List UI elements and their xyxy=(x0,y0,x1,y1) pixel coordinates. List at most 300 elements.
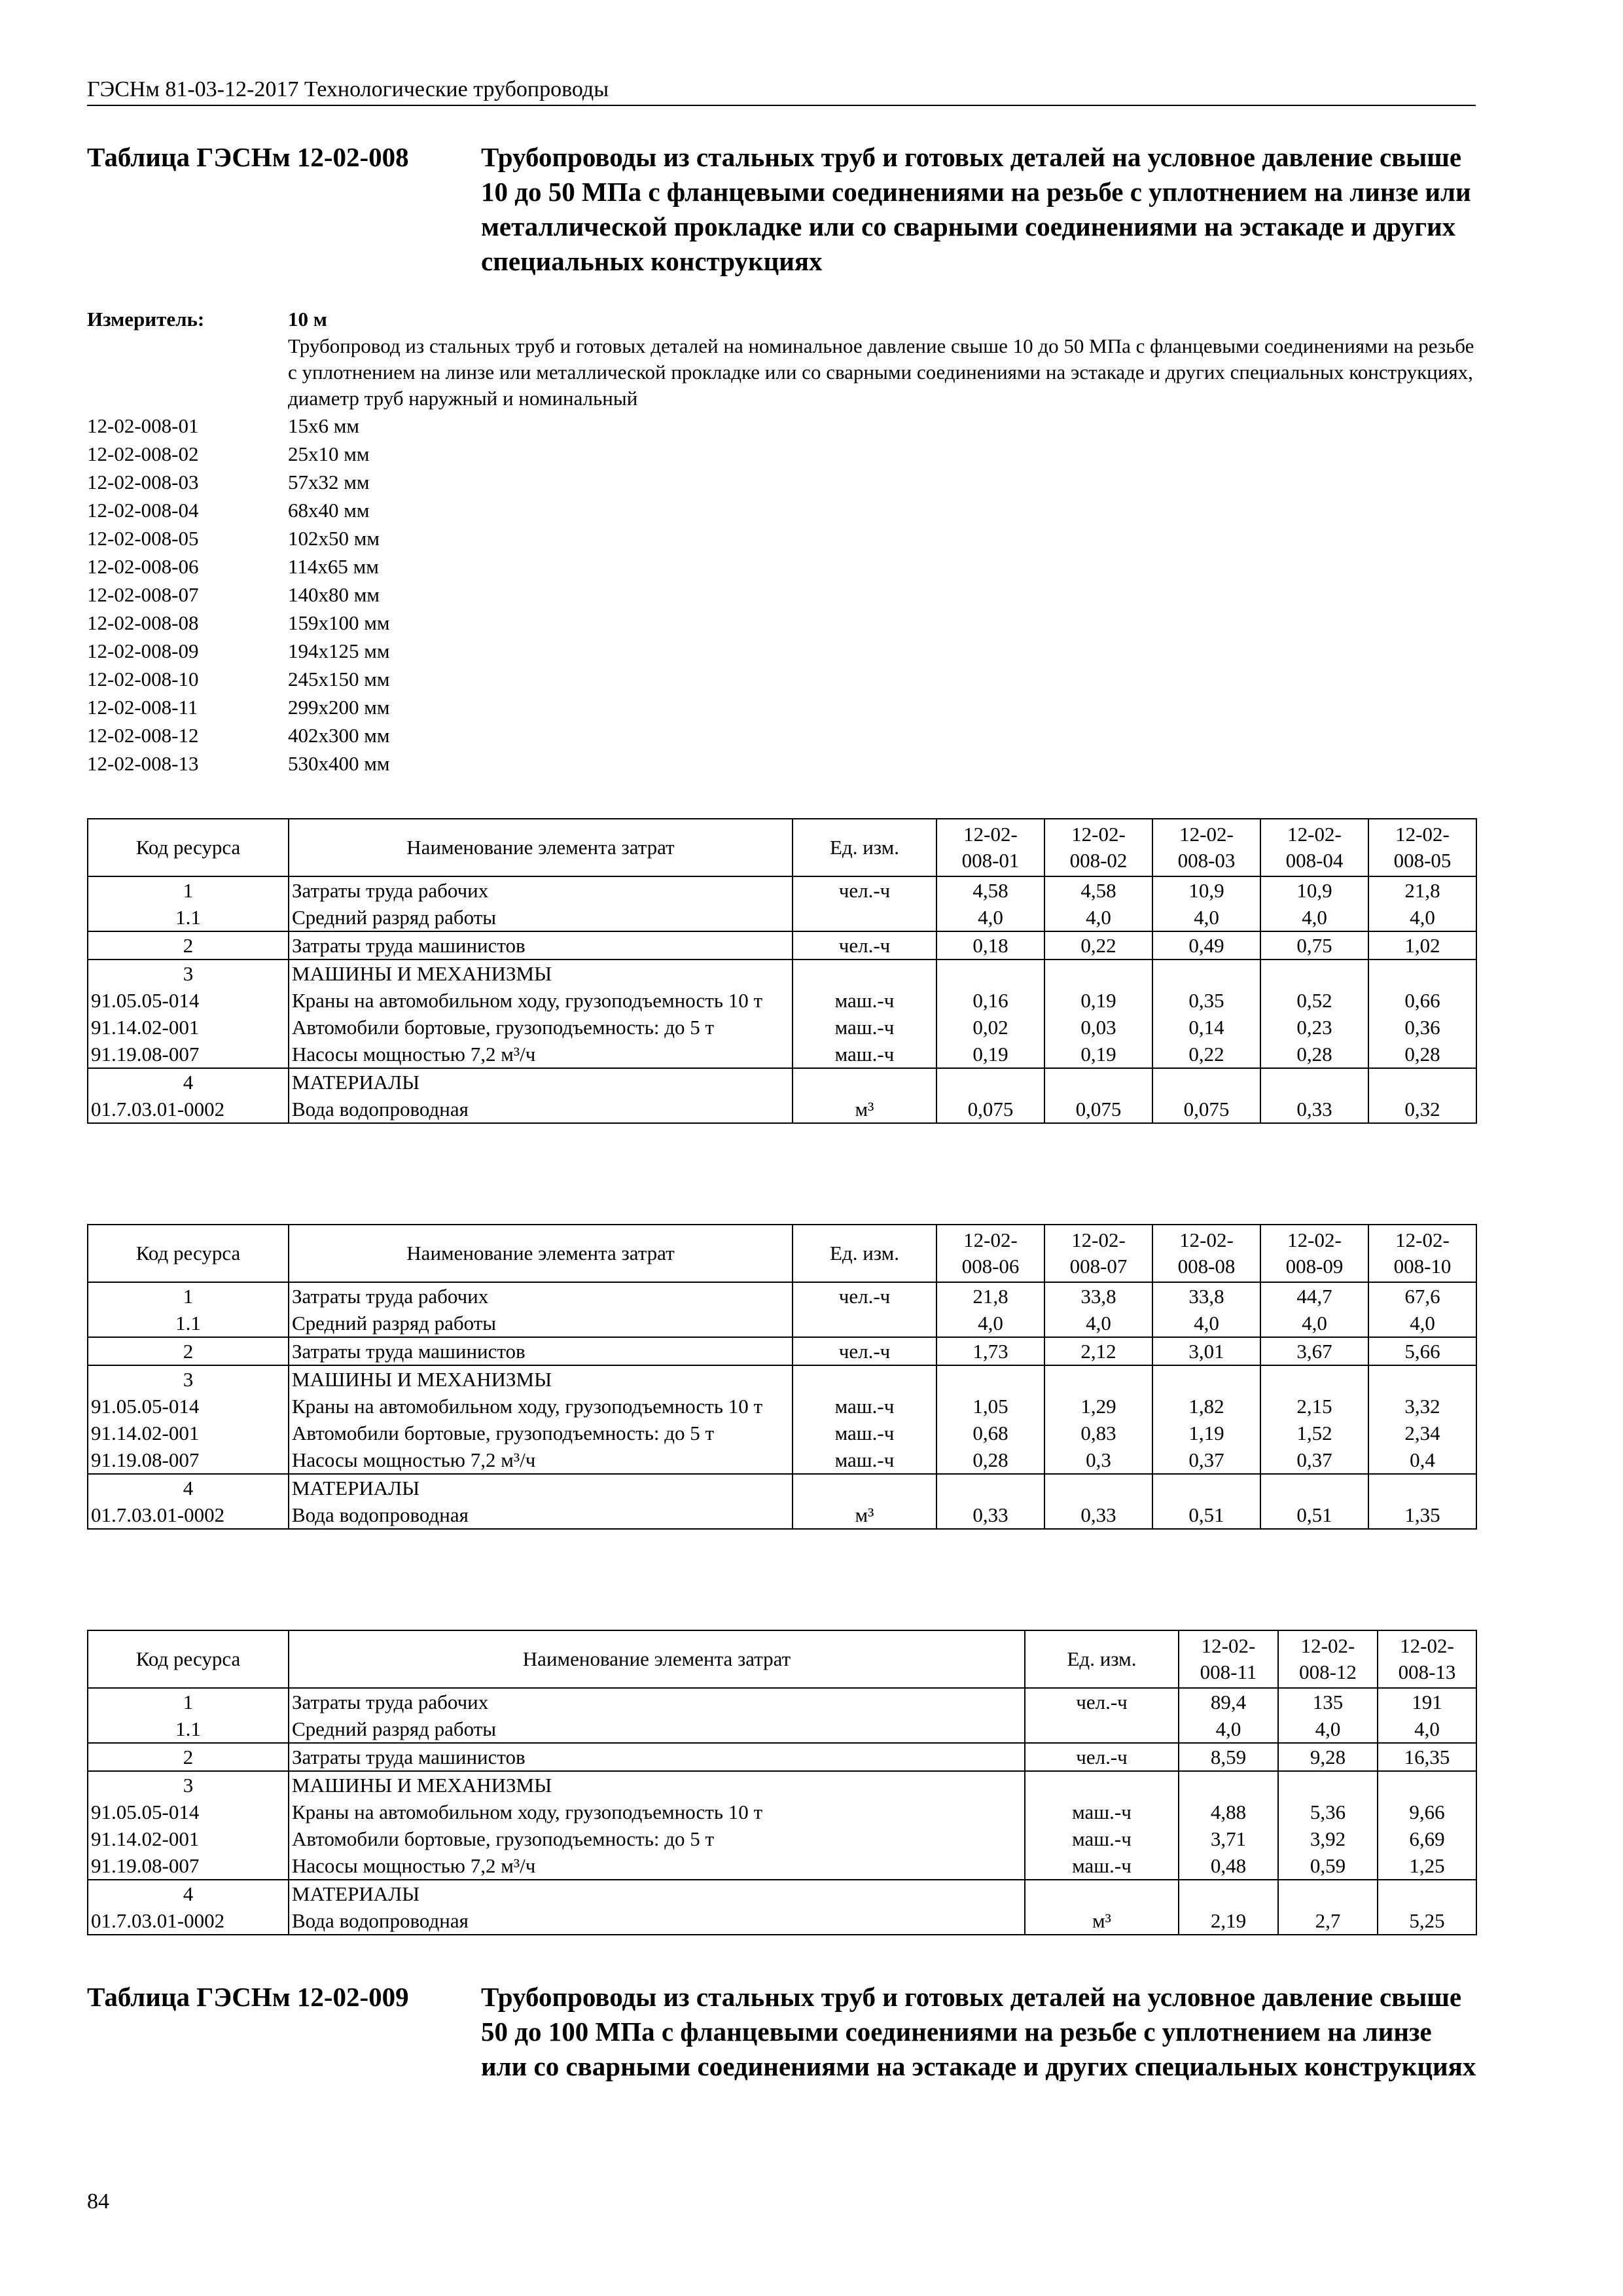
resource-value: 0,28 xyxy=(1368,1041,1476,1068)
resource-name: Затраты труда рабочих xyxy=(289,876,793,904)
resource-value: 33,8 xyxy=(1152,1282,1260,1310)
table-label: Таблица ГЭСНм 12-02-008 xyxy=(87,142,409,172)
measure-item-size: 299х200 мм xyxy=(288,696,390,719)
resource-table-2 xyxy=(87,1224,1477,1530)
table-row xyxy=(88,1337,1476,1365)
resource-code: 1.1 xyxy=(88,1310,289,1337)
measure-label: Измеритель: xyxy=(87,308,205,331)
measure-item-size: 402х300 мм xyxy=(288,724,390,747)
measure-item xyxy=(87,468,1476,496)
resource-unit xyxy=(793,1474,936,1501)
table-row xyxy=(88,1825,1476,1852)
resource-name: МАШИНЫ И МЕХАНИЗМЫ xyxy=(289,1771,1025,1799)
resource-code: 3 xyxy=(88,1771,289,1799)
col-header-norm: 12-02- 008-07 xyxy=(1044,1225,1152,1282)
table-row xyxy=(88,1282,1476,1310)
resource-unit: маш.-ч xyxy=(793,1446,936,1474)
measure-item-code: 12-02-008-12 xyxy=(87,724,199,747)
resource-value: 0,18 xyxy=(936,931,1044,960)
table-row xyxy=(88,1014,1476,1041)
resource-name: Затраты труда машинистов xyxy=(289,1337,793,1365)
resource-value: 0,32 xyxy=(1368,1096,1476,1123)
resource-value: 0,49 xyxy=(1152,931,1260,960)
table-title: Трубопроводы из стальных труб и готовых деталей на условное давление свыше 10 до 50 МПа с фланцевыми соединениями на резьбе с уплотнением на линзе или металлической прокладке или со сварными соединениями на эстакаде и других специальных конструкциях xyxy=(481,142,1471,276)
col-header-norm: 12-02- 008-06 xyxy=(936,1225,1044,1282)
resource-unit: маш.-ч xyxy=(1025,1825,1179,1852)
resource-value xyxy=(1044,1474,1152,1501)
resource-value xyxy=(1044,960,1152,987)
table-row xyxy=(88,904,1476,931)
table-row xyxy=(88,1393,1476,1420)
resource-name: Затраты труда рабочих xyxy=(289,1688,1025,1715)
resource-unit: чел.-ч xyxy=(1025,1688,1179,1715)
resource-value: 0,075 xyxy=(1152,1096,1260,1123)
resource-value: 2,34 xyxy=(1368,1420,1476,1446)
table-row xyxy=(88,1688,1476,1715)
table-row xyxy=(88,1474,1476,1501)
resource-value xyxy=(1179,1880,1278,1907)
measure-item-code: 12-02-008-04 xyxy=(87,499,199,522)
resource-value: 4,0 xyxy=(1378,1715,1476,1743)
resource-name: Средний разряд работы xyxy=(289,904,793,931)
resource-value xyxy=(1368,960,1476,987)
resource-name: Затраты труда рабочих xyxy=(289,1282,793,1310)
resource-code: 91.05.05-014 xyxy=(88,987,289,1014)
resource-name: Насосы мощностью 7,2 м³/ч xyxy=(289,1446,793,1474)
table-row xyxy=(88,1096,1476,1123)
resource-name: Затраты труда машинистов xyxy=(289,1743,1025,1771)
col-header-norm: 12-02- 008-11 xyxy=(1179,1630,1278,1688)
col-header-norm: 12-02- 008-12 xyxy=(1278,1630,1378,1688)
resource-value: 1,19 xyxy=(1152,1420,1260,1446)
resource-value xyxy=(1368,1365,1476,1393)
resource-unit: маш.-ч xyxy=(1025,1852,1179,1880)
col-header-code: Код ресурса xyxy=(88,1630,289,1688)
measure-item xyxy=(87,440,1476,468)
resource-name: Вода водопроводная xyxy=(289,1501,793,1529)
resource-value xyxy=(1378,1880,1476,1907)
resource-value: 0,52 xyxy=(1260,987,1368,1014)
measure-item-size: 140х80 мм xyxy=(288,583,380,606)
resource-value: 0,75 xyxy=(1260,931,1368,960)
measure-items xyxy=(87,412,1476,778)
resource-code: 91.14.02-001 xyxy=(88,1014,289,1041)
resource-value: 0,19 xyxy=(936,1041,1044,1068)
resource-value xyxy=(1278,1771,1378,1799)
resource-value: 2,7 xyxy=(1278,1907,1378,1935)
resource-value: 33,8 xyxy=(1044,1282,1152,1310)
resource-value xyxy=(1044,1068,1152,1096)
resource-value: 4,0 xyxy=(1152,1310,1260,1337)
resource-name: Средний разряд работы xyxy=(289,1310,793,1337)
resource-code: 1 xyxy=(88,1688,289,1715)
resource-name: Автомобили бортовые, грузоподъемность: до 5 т xyxy=(289,1420,793,1446)
resource-unit: маш.-ч xyxy=(793,1041,936,1068)
resource-code: 3 xyxy=(88,960,289,987)
resource-code: 01.7.03.01-0002 xyxy=(88,1096,289,1123)
table-row xyxy=(88,1501,1476,1529)
measure-item xyxy=(87,412,1476,440)
resource-unit xyxy=(1025,1880,1179,1907)
resource-value: 4,0 xyxy=(1152,904,1260,931)
table-row xyxy=(88,1771,1476,1799)
resource-unit: чел.-ч xyxy=(793,876,936,904)
resource-name: Затраты труда машинистов xyxy=(289,931,793,960)
measure-item-size: 530х400 мм xyxy=(288,752,390,775)
resource-value: 0,22 xyxy=(1044,931,1152,960)
measure-item xyxy=(87,637,1476,665)
resource-unit: м³ xyxy=(1025,1907,1179,1935)
resource-unit xyxy=(793,1068,936,1096)
resource-value: 67,6 xyxy=(1368,1282,1476,1310)
resource-value: 3,92 xyxy=(1278,1825,1378,1852)
resource-code: 91.19.08-007 xyxy=(88,1446,289,1474)
measure-item-code: 12-02-008-02 xyxy=(87,442,199,465)
resource-value: 0,36 xyxy=(1368,1014,1476,1041)
measure-item xyxy=(87,721,1476,749)
resource-value: 8,59 xyxy=(1179,1743,1278,1771)
resource-unit: м³ xyxy=(793,1096,936,1123)
table-row xyxy=(88,1446,1476,1474)
table-row xyxy=(88,1852,1476,1880)
resource-unit: маш.-ч xyxy=(793,1420,936,1446)
resource-code: 1 xyxy=(88,1282,289,1310)
resource-value xyxy=(1368,1068,1476,1096)
resource-value: 9,66 xyxy=(1378,1799,1476,1825)
resource-name: МАШИНЫ И МЕХАНИЗМЫ xyxy=(289,960,793,987)
measure-item-code: 12-02-008-07 xyxy=(87,583,199,606)
resource-value xyxy=(1152,1068,1260,1096)
measure-item-code: 12-02-008-10 xyxy=(87,668,199,691)
resource-value: 0,22 xyxy=(1152,1041,1260,1068)
resource-code: 91.05.05-014 xyxy=(88,1393,289,1420)
measure-item xyxy=(87,496,1476,524)
resource-code: 91.14.02-001 xyxy=(88,1420,289,1446)
resource-unit xyxy=(1025,1771,1179,1799)
resource-name: МАТЕРИАЛЫ xyxy=(289,1880,1025,1907)
resource-value: 0,19 xyxy=(1044,987,1152,1014)
col-header-name: Наименование элемента затрат xyxy=(289,1630,1025,1688)
resource-value: 1,25 xyxy=(1378,1852,1476,1880)
resource-value: 4,0 xyxy=(1260,1310,1368,1337)
resource-value xyxy=(936,1474,1044,1501)
resource-code: 4 xyxy=(88,1068,289,1096)
resource-name: Вода водопроводная xyxy=(289,1907,1025,1935)
resource-value: 0,83 xyxy=(1044,1420,1152,1446)
resource-name: МАШИНЫ И МЕХАНИЗМЫ xyxy=(289,1365,793,1393)
measure-item xyxy=(87,552,1476,581)
resource-value: 9,28 xyxy=(1278,1743,1378,1771)
resource-value: 135 xyxy=(1278,1688,1378,1715)
col-header-unit: Ед. изм. xyxy=(793,819,936,876)
resource-value xyxy=(1260,960,1368,987)
resource-value: 1,35 xyxy=(1368,1501,1476,1529)
resource-unit xyxy=(793,1310,936,1337)
resource-value: 0,23 xyxy=(1260,1014,1368,1041)
resource-value xyxy=(1260,1365,1368,1393)
resource-value: 1,73 xyxy=(936,1337,1044,1365)
resource-value: 1,02 xyxy=(1368,931,1476,960)
resource-value: 3,67 xyxy=(1260,1337,1368,1365)
table-row xyxy=(88,1799,1476,1825)
col-header-name: Наименование элемента затрат xyxy=(289,819,793,876)
resource-value: 0,48 xyxy=(1179,1852,1278,1880)
resource-table-3 xyxy=(87,1630,1477,1935)
resource-value: 0,075 xyxy=(1044,1096,1152,1123)
resource-value xyxy=(1152,1474,1260,1501)
measure-item-code: 12-02-008-01 xyxy=(87,414,199,437)
table-label: Таблица ГЭСНм 12-02-009 xyxy=(87,1982,409,2012)
resource-name: Краны на автомобильном ходу, грузоподъемность 10 т xyxy=(289,1393,793,1420)
resource-value: 0,66 xyxy=(1368,987,1476,1014)
measure-item-code: 12-02-008-03 xyxy=(87,471,199,493)
resource-value: 0,33 xyxy=(1044,1501,1152,1529)
measure-item-size: 15х6 мм xyxy=(288,414,359,437)
col-header-norm: 12-02- 008-05 xyxy=(1368,819,1476,876)
resource-code: 91.05.05-014 xyxy=(88,1799,289,1825)
col-header-norm: 12-02- 008-03 xyxy=(1152,819,1260,876)
resource-unit xyxy=(793,960,936,987)
resource-value xyxy=(1278,1880,1378,1907)
resource-name: Средний разряд работы xyxy=(289,1715,1025,1743)
resource-value: 21,8 xyxy=(1368,876,1476,904)
col-header-unit: Ед. изм. xyxy=(793,1225,936,1282)
resource-code: 91.19.08-007 xyxy=(88,1852,289,1880)
table-row xyxy=(88,1907,1476,1935)
table-row xyxy=(88,987,1476,1014)
resource-value: 0,3 xyxy=(1044,1446,1152,1474)
resource-value: 3,32 xyxy=(1368,1393,1476,1420)
measure-item-size: 68х40 мм xyxy=(288,499,370,522)
col-header-norm: 12-02- 008-09 xyxy=(1260,1225,1368,1282)
resource-value xyxy=(936,960,1044,987)
resource-value: 4,58 xyxy=(936,876,1044,904)
resource-value: 3,01 xyxy=(1152,1337,1260,1365)
table-row xyxy=(88,1420,1476,1446)
col-header-name: Наименование элемента затрат xyxy=(289,1225,793,1282)
resource-value: 10,9 xyxy=(1152,876,1260,904)
resource-value xyxy=(1152,1365,1260,1393)
resource-code: 3 xyxy=(88,1365,289,1393)
resource-value xyxy=(1152,960,1260,987)
measure-item-size: 57х32 мм xyxy=(288,471,370,493)
col-header-norm: 12-02- 008-08 xyxy=(1152,1225,1260,1282)
resource-value: 0,33 xyxy=(1260,1096,1368,1123)
resource-value: 0,37 xyxy=(1152,1446,1260,1474)
measure-item-size: 102х50 мм xyxy=(288,527,380,550)
resource-value: 2,12 xyxy=(1044,1337,1152,1365)
resource-table-1 xyxy=(87,818,1477,1124)
resource-value xyxy=(1260,1068,1368,1096)
resource-name: Краны на автомобильном ходу, грузоподъемность 10 т xyxy=(289,987,793,1014)
resource-value: 4,0 xyxy=(1179,1715,1278,1743)
resource-value: 0,59 xyxy=(1278,1852,1378,1880)
table-row xyxy=(88,1310,1476,1337)
resource-name: Автомобили бортовые, грузоподъемность: до 5 т xyxy=(289,1014,793,1041)
resource-name: Вода водопроводная xyxy=(289,1096,793,1123)
resource-code: 1.1 xyxy=(88,904,289,931)
resource-unit: чел.-ч xyxy=(793,1337,936,1365)
resource-code: 2 xyxy=(88,1743,289,1771)
col-header-unit: Ед. изм. xyxy=(1025,1630,1179,1688)
resource-unit xyxy=(1025,1715,1179,1743)
resource-value: 4,0 xyxy=(1368,1310,1476,1337)
resource-value: 0,68 xyxy=(936,1420,1044,1446)
resource-value: 0,16 xyxy=(936,987,1044,1014)
resource-unit xyxy=(793,904,936,931)
measure-item xyxy=(87,693,1476,721)
resource-value: 4,0 xyxy=(1260,904,1368,931)
measure-item-size: 114х65 мм xyxy=(288,555,379,578)
resource-unit: маш.-ч xyxy=(793,1014,936,1041)
resource-name: МАТЕРИАЛЫ xyxy=(289,1068,793,1096)
measure-description: Трубопровод из стальных труб и готовых деталей на номинальное давление свыше 10 до 50 МПа с фланцевыми соединениями на резьбе с уплотнением на линзе или металлической прокладке или со сварными соединениями на эстакаде и других специальных конструкциях, диаметр труб наружный и номинальный xyxy=(288,334,1474,410)
col-header-norm: 12-02- 008-02 xyxy=(1044,819,1152,876)
running-header: ГЭСНм 81-03-12-2017 Технологические трубопроводы xyxy=(87,77,1476,106)
resource-code: 4 xyxy=(88,1474,289,1501)
resource-value: 0,03 xyxy=(1044,1014,1152,1041)
col-header-norm: 12-02- 008-04 xyxy=(1260,819,1368,876)
resource-name: Насосы мощностью 7,2 м³/ч xyxy=(289,1041,793,1068)
resource-code: 2 xyxy=(88,931,289,960)
resource-value xyxy=(1368,1474,1476,1501)
resource-code: 91.19.08-007 xyxy=(88,1041,289,1068)
page-number: 84 xyxy=(87,2189,109,2214)
resource-code: 1 xyxy=(88,876,289,904)
resource-value xyxy=(1378,1771,1476,1799)
resource-value: 4,0 xyxy=(936,1310,1044,1337)
table-row xyxy=(88,931,1476,960)
resource-value: 16,35 xyxy=(1378,1743,1476,1771)
col-header-code: Код ресурса xyxy=(88,1225,289,1282)
table-row xyxy=(88,1365,1476,1393)
resource-value: 0,4 xyxy=(1368,1446,1476,1474)
measure-block xyxy=(87,305,1476,778)
resource-value: 44,7 xyxy=(1260,1282,1368,1310)
resource-value: 10,9 xyxy=(1260,876,1368,904)
table-row xyxy=(88,1743,1476,1771)
table-row xyxy=(88,876,1476,904)
table-row xyxy=(88,1880,1476,1907)
table-row xyxy=(88,1715,1476,1743)
resource-value: 4,0 xyxy=(1368,904,1476,931)
resource-value: 0,02 xyxy=(936,1014,1044,1041)
col-header-norm: 12-02- 008-10 xyxy=(1368,1225,1476,1282)
resource-unit: маш.-ч xyxy=(793,1393,936,1420)
table-row xyxy=(88,1068,1476,1096)
resource-unit: маш.-ч xyxy=(1025,1799,1179,1825)
measure-item-code: 12-02-008-06 xyxy=(87,555,199,578)
resource-value xyxy=(1044,1365,1152,1393)
measure-item-code: 12-02-008-09 xyxy=(87,639,199,662)
resource-value xyxy=(936,1365,1044,1393)
resource-value: 0,51 xyxy=(1152,1501,1260,1529)
measure-item-code: 12-02-008-08 xyxy=(87,611,199,634)
resource-value: 0,28 xyxy=(936,1446,1044,1474)
resource-value: 1,82 xyxy=(1152,1393,1260,1420)
resource-unit: чел.-ч xyxy=(793,1282,936,1310)
table-row xyxy=(88,1041,1476,1068)
resource-value: 5,36 xyxy=(1278,1799,1378,1825)
measure-item-size: 245х150 мм xyxy=(288,668,390,691)
resource-value: 0,51 xyxy=(1260,1501,1368,1529)
col-header-code: Код ресурса xyxy=(88,819,289,876)
resource-value: 1,52 xyxy=(1260,1420,1368,1446)
resource-unit: маш.-ч xyxy=(793,987,936,1014)
resource-name: МАТЕРИАЛЫ xyxy=(289,1474,793,1501)
resource-value: 5,25 xyxy=(1378,1907,1476,1935)
resource-name: Насосы мощностью 7,2 м³/ч xyxy=(289,1852,1025,1880)
resource-code: 01.7.03.01-0002 xyxy=(88,1501,289,1529)
resource-unit: чел.-ч xyxy=(793,931,936,960)
resource-name: Автомобили бортовые, грузоподъемность: до 5 т xyxy=(289,1825,1025,1852)
resource-value: 21,8 xyxy=(936,1282,1044,1310)
measure-unit: 10 м xyxy=(288,308,327,331)
resource-code: 01.7.03.01-0002 xyxy=(88,1907,289,1935)
col-header-norm: 12-02- 008-13 xyxy=(1378,1630,1476,1688)
measure-item-size: 25х10 мм xyxy=(288,442,370,465)
resource-value: 0,14 xyxy=(1152,1014,1260,1041)
measure-item-size: 194х125 мм xyxy=(288,639,390,662)
resource-value: 1,05 xyxy=(936,1393,1044,1420)
resource-unit: м³ xyxy=(793,1501,936,1529)
resource-value: 0,28 xyxy=(1260,1041,1368,1068)
resource-value: 6,69 xyxy=(1378,1825,1476,1852)
measure-item xyxy=(87,581,1476,609)
resource-value: 89,4 xyxy=(1179,1688,1278,1715)
resource-unit xyxy=(793,1365,936,1393)
resource-name: Краны на автомобильном ходу, грузоподъемность 10 т xyxy=(289,1799,1025,1825)
resource-value: 4,0 xyxy=(936,904,1044,931)
resource-code: 1.1 xyxy=(88,1715,289,1743)
col-header-norm: 12-02- 008-01 xyxy=(936,819,1044,876)
resource-value: 2,15 xyxy=(1260,1393,1368,1420)
measure-item-code: 12-02-008-11 xyxy=(87,696,198,719)
measure-item-code: 12-02-008-13 xyxy=(87,752,199,775)
resource-value: 4,0 xyxy=(1278,1715,1378,1743)
resource-unit: чел.-ч xyxy=(1025,1743,1179,1771)
measure-item-code: 12-02-008-05 xyxy=(87,527,199,550)
table-row xyxy=(88,960,1476,987)
resource-value: 191 xyxy=(1378,1688,1476,1715)
resource-value: 0,37 xyxy=(1260,1446,1368,1474)
measure-item xyxy=(87,524,1476,552)
resource-value: 3,71 xyxy=(1179,1825,1278,1852)
measure-item-size: 159х100 мм xyxy=(288,611,390,634)
resource-value: 1,29 xyxy=(1044,1393,1152,1420)
table-title: Трубопроводы из стальных труб и готовых деталей на условное давление свыше 50 до 100 МПа с фланцевыми соединениями на резьбе с уплотнением на линзе или со сварными соединениями на эстакаде и других специальных конструкциях xyxy=(481,1982,1476,2081)
resource-value: 4,58 xyxy=(1044,876,1152,904)
resource-value: 4,0 xyxy=(1044,904,1152,931)
measure-item xyxy=(87,665,1476,693)
resource-value: 4,88 xyxy=(1179,1799,1278,1825)
resource-value: 5,66 xyxy=(1368,1337,1476,1365)
resource-code: 4 xyxy=(88,1880,289,1907)
resource-code: 91.14.02-001 xyxy=(88,1825,289,1852)
measure-item xyxy=(87,749,1476,778)
resource-value: 2,19 xyxy=(1179,1907,1278,1935)
resource-value xyxy=(936,1068,1044,1096)
resource-code: 2 xyxy=(88,1337,289,1365)
resource-value xyxy=(1260,1474,1368,1501)
resource-value: 4,0 xyxy=(1044,1310,1152,1337)
resource-value xyxy=(1179,1771,1278,1799)
measure-item xyxy=(87,609,1476,637)
resource-value: 0,19 xyxy=(1044,1041,1152,1068)
resource-value: 0,075 xyxy=(936,1096,1044,1123)
resource-value: 0,33 xyxy=(936,1501,1044,1529)
resource-value: 0,35 xyxy=(1152,987,1260,1014)
